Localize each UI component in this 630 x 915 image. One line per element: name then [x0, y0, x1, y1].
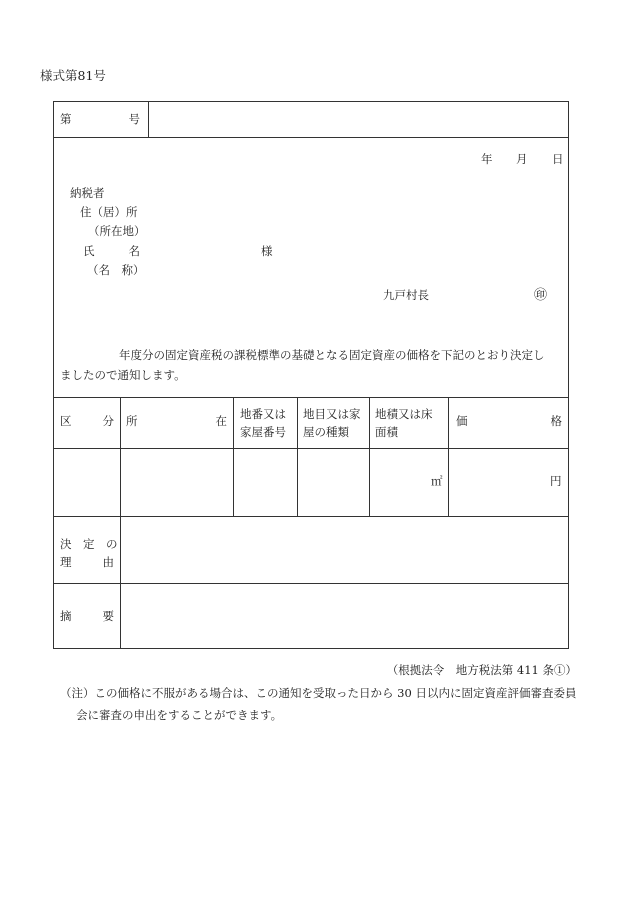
- name-label-second: 名: [128, 244, 140, 258]
- issuer-name: 九戸村長: [383, 288, 429, 302]
- divider-number-row: [53, 137, 569, 138]
- name-label: [83, 246, 140, 258]
- reason-label-line-2-first: 理: [60, 555, 72, 569]
- header-land-type-line-1: 地目又は家: [303, 407, 361, 421]
- divider-reason-row: [53, 583, 569, 584]
- header-category-second: 分: [102, 414, 114, 428]
- divider-col-location: [233, 397, 234, 516]
- header-area-line-1: 地積又は床: [375, 407, 433, 421]
- header-lot-number: [240, 405, 286, 441]
- summary-label-second: 要: [102, 609, 114, 623]
- reason-label-line-2: [60, 553, 114, 571]
- header-price-first: 価: [456, 414, 468, 428]
- header-price: [456, 416, 562, 428]
- reason-label: [60, 535, 118, 571]
- summary-label: [60, 611, 114, 623]
- note-line-2: 会に審査の申出をすることができます。: [76, 708, 283, 722]
- corporate-name-label: （名 称）: [87, 263, 145, 277]
- header-lot-number-line-2: 家屋番号: [240, 425, 286, 439]
- notice-body-line-1: 年度分の固定資産税の課税標準の基礎となる固定資産の価格を下記のとおり決定し: [119, 348, 545, 362]
- seal-icon: ㊞: [534, 288, 548, 303]
- date-month-label: 月: [516, 152, 528, 166]
- number-label-left: 第: [60, 112, 72, 126]
- price-unit: 円: [550, 474, 562, 488]
- header-location: [126, 416, 227, 428]
- name-label-first: 氏: [83, 244, 95, 258]
- header-price-second: 格: [550, 414, 562, 428]
- legal-basis: （根拠法令 地方税法第 411 条①）: [386, 663, 577, 677]
- reason-label-line-2-second: 由: [102, 555, 114, 569]
- summary-label-first: 摘: [60, 609, 72, 623]
- date-year-label: 年: [481, 152, 493, 166]
- document-number-label: [60, 114, 140, 126]
- header-area-line-2: 面積: [375, 425, 398, 439]
- honorific-sama: 様: [261, 244, 273, 258]
- divider-col-land-type: [369, 397, 370, 516]
- notice-body-line-2: ましたので通知します。: [60, 368, 186, 382]
- form-number: 様式第81号: [40, 68, 106, 83]
- location-label: （所在地）: [88, 224, 146, 238]
- header-category: [60, 416, 114, 428]
- divider-table-top: [53, 397, 569, 398]
- header-lot-number-line-1: 地番又は: [240, 407, 286, 421]
- header-category-first: 区: [60, 414, 72, 428]
- taxpayer-label: 納税者: [70, 186, 105, 200]
- divider-table-body: [53, 516, 569, 517]
- address-label: 住（居）所: [80, 205, 138, 219]
- header-land-type-line-2: 屋の種類: [303, 425, 349, 439]
- divider-table-header: [53, 448, 569, 449]
- divider-number-cell: [148, 101, 149, 137]
- header-area: [375, 405, 433, 441]
- note-line-1: （注）この価格に不服がある場合は、この通知を受取った日から 30 日以内に固定資産評価審査委員: [60, 686, 577, 700]
- divider-col-area: [448, 397, 449, 516]
- area-unit: ㎡: [431, 474, 443, 488]
- header-location-first: 所: [126, 414, 138, 428]
- divider-label-column: [120, 397, 121, 649]
- divider-col-lot-number: [297, 397, 298, 516]
- header-location-second: 在: [215, 414, 227, 428]
- header-land-type: [303, 405, 361, 441]
- number-label-right: 号: [128, 112, 140, 126]
- date-day-label: 日: [552, 152, 564, 166]
- reason-label-line-1: 決 定 の: [60, 537, 118, 551]
